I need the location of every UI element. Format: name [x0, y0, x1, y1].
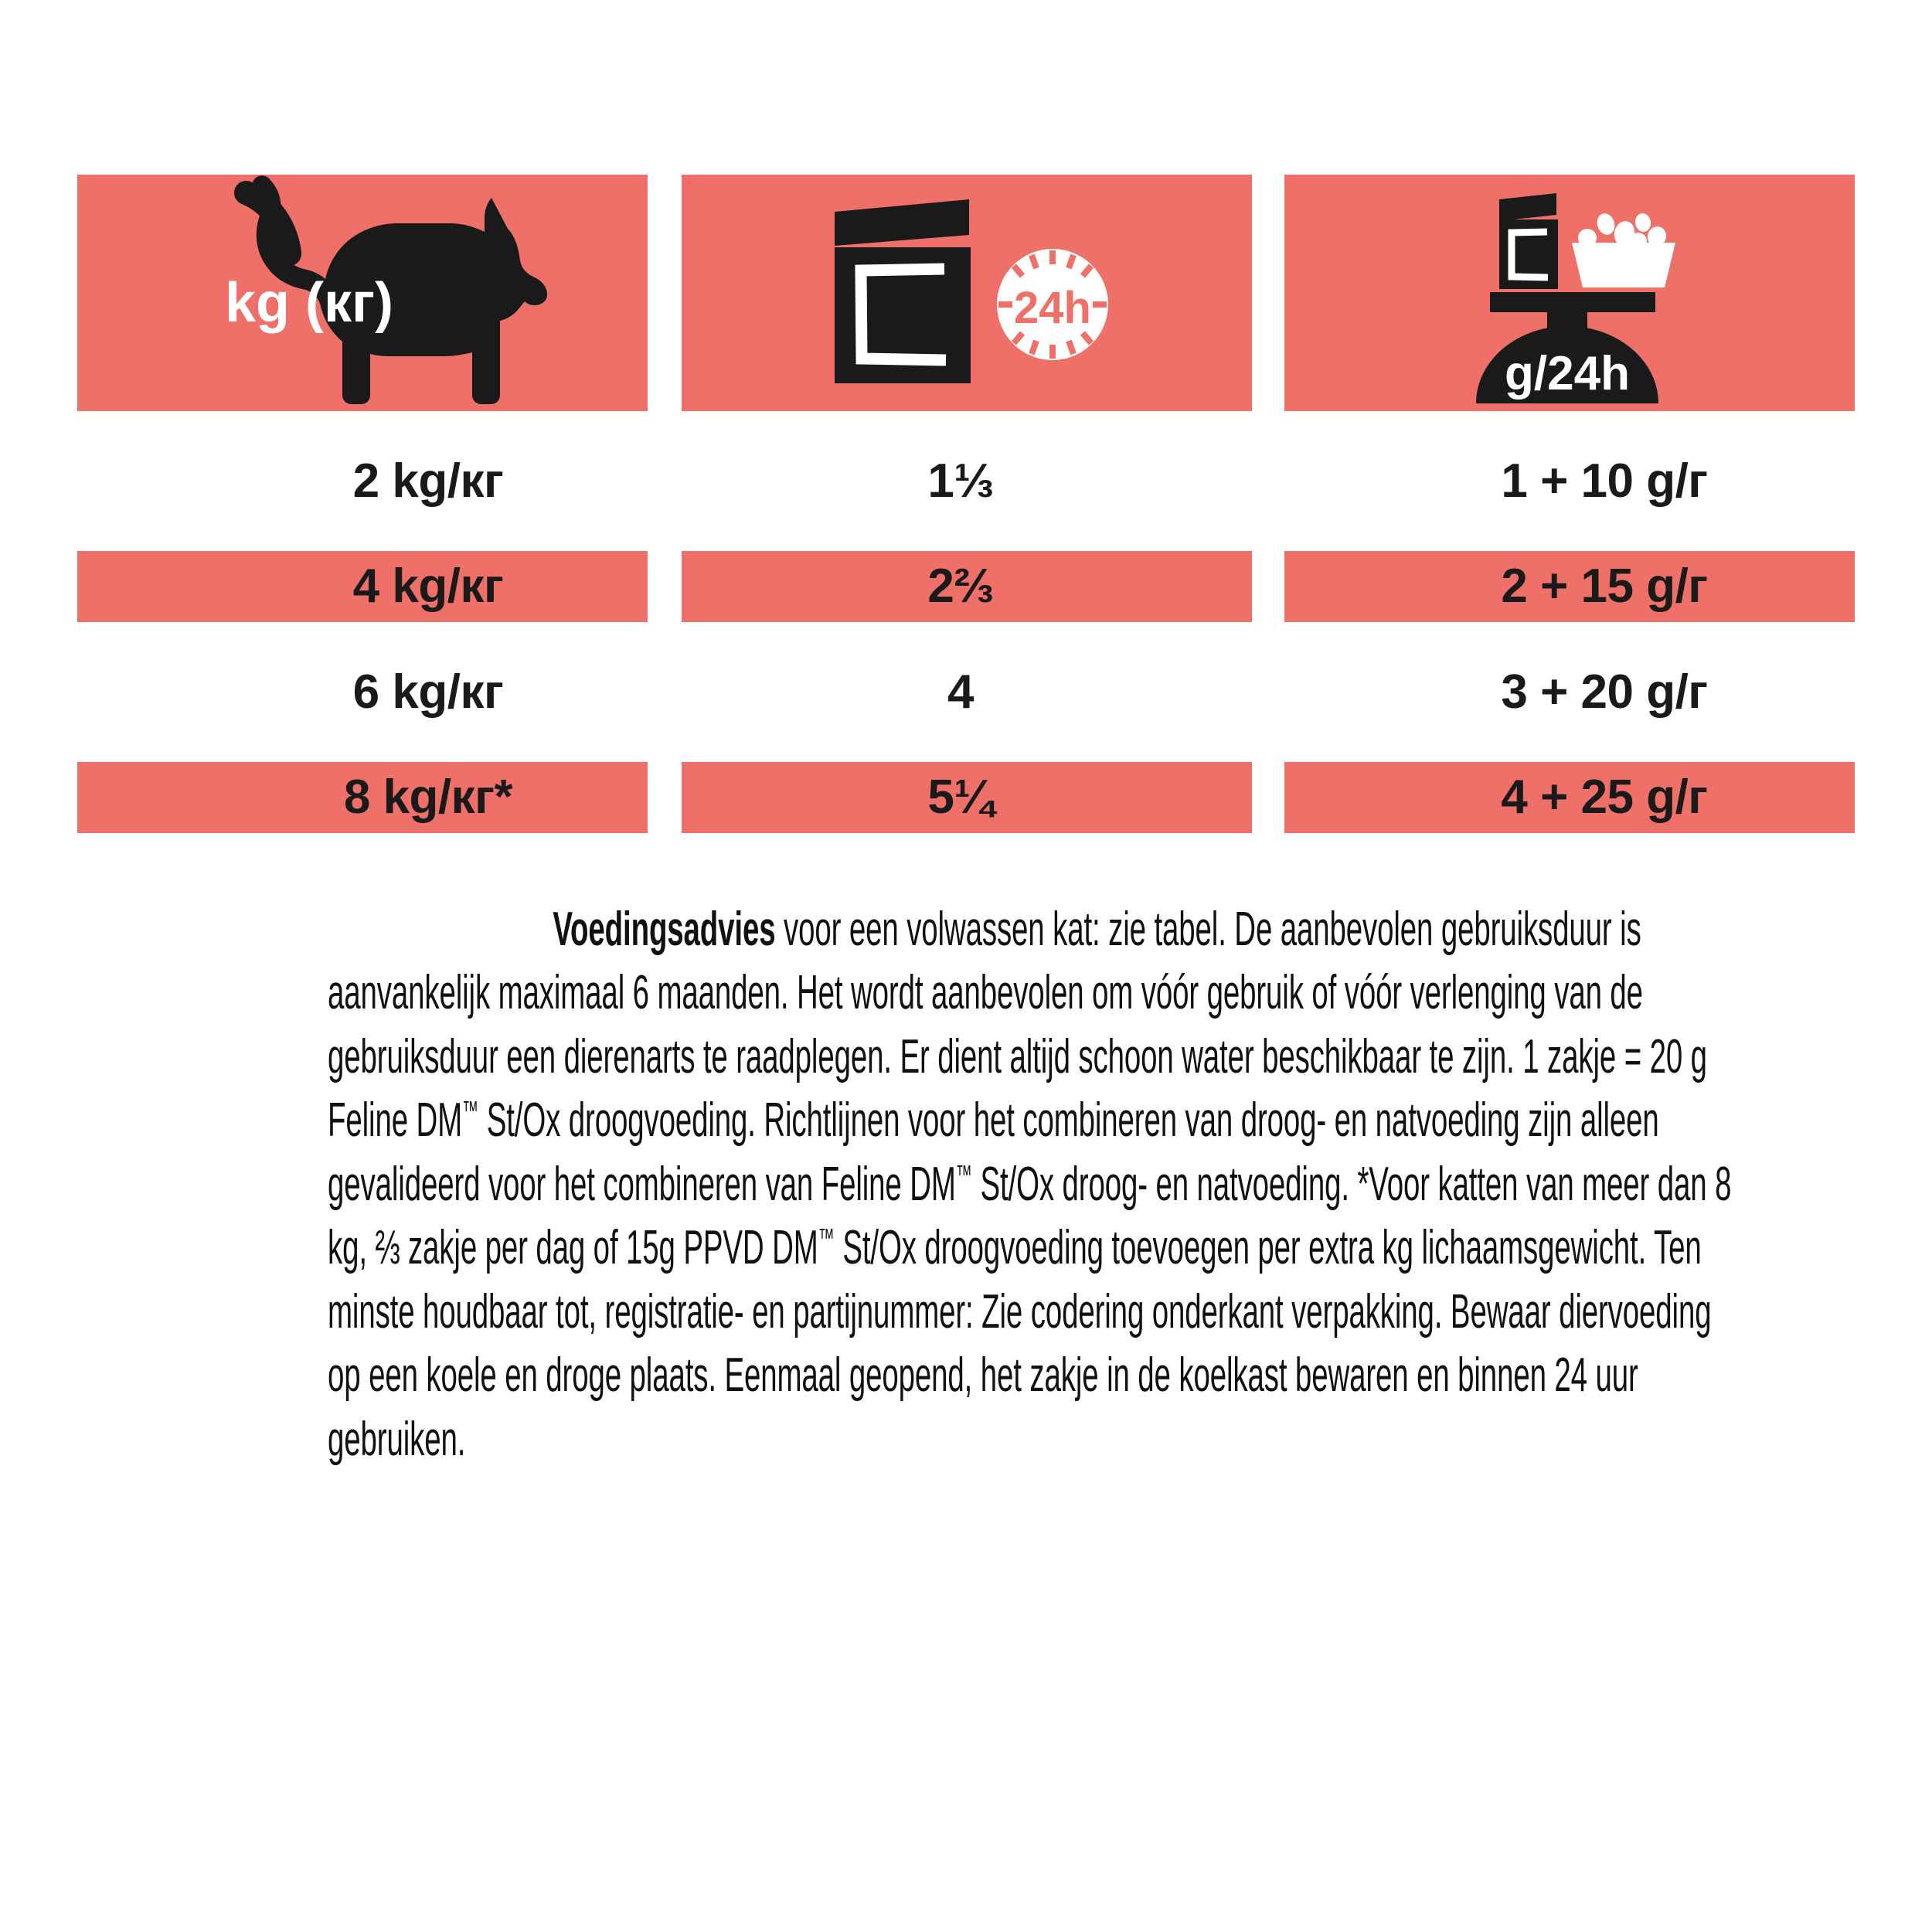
table-row	[77, 551, 1855, 622]
table-row	[77, 657, 1855, 728]
description-part-3: St/Ox droog- en natvoeding. *Voor katten van meer dan 8 kg, ⅔ zakje per dag of 15g PPVD DM	[328, 1157, 1732, 1275]
pouch-24h-icon-label: 24h	[1014, 283, 1091, 333]
pouch-24h-icon	[682, 175, 1252, 411]
cell-value-pouches-2: 2⅔	[927, 560, 994, 613]
cell-dry-food-3	[1284, 657, 1855, 728]
cell-pouches-3	[682, 657, 1252, 728]
cell-value-weight-2: 4 kg/кг	[352, 560, 504, 613]
scale-bowl-icon-label: g/24h	[1505, 347, 1630, 400]
cell-value-dry-food-4: 4 + 25 g/г	[1501, 770, 1708, 824]
header-cell-pouches	[682, 175, 1252, 411]
cell-weight-1	[77, 446, 648, 517]
cell-dry-food-2	[1284, 551, 1855, 622]
cell-pouches-1	[682, 446, 1252, 517]
cell-value-dry-food-3: 3 + 20 g/г	[1501, 665, 1708, 719]
trademark-symbol-3: ™	[818, 1223, 835, 1253]
cat-weight-icon	[77, 175, 648, 411]
description-part-4: St/Ox droogvoeding toevoegen per extra kg lichaamsgewicht. Ten minste houdbaar tot, registratie- en partijnummer: Zie codering onderkant verpakking. Bewaar diervoeding op een koele en droge plaats. Eenmaal geopend, het zakje in de koelkast bewaren en binnen 24 uur gebruiken.	[328, 1221, 1712, 1466]
cell-pouches-4	[682, 762, 1252, 833]
cell-value-weight-3: 6 kg/кг	[352, 665, 504, 719]
cell-weight-3	[77, 657, 648, 728]
cell-weight-2	[77, 551, 648, 622]
cell-value-weight-1: 2 kg/кг	[352, 454, 504, 508]
scale-bowl-icon	[1284, 175, 1855, 411]
cell-pouches-2	[682, 551, 1252, 622]
cell-value-dry-food-1: 1 + 10 g/г	[1501, 454, 1708, 508]
feeding-description	[328, 898, 1750, 1471]
cell-dry-food-1	[1284, 446, 1855, 517]
cell-value-dry-food-2: 2 + 15 g/г	[1501, 560, 1708, 613]
cell-dry-food-4	[1284, 762, 1855, 833]
table-header-row	[77, 175, 1855, 411]
description-heading: Voedingsadvies	[553, 903, 776, 956]
cell-value-pouches-3: 4	[947, 665, 974, 719]
description-part-1: voor een volwassen kat: zie tabel. De aanbevolen gebruiksduur is aanvankelijk maximaal 6 maanden. Het wordt aanbevolen om vóór gebruik of vóór verlenging van de gebruiksduur een dierenarts te raadplegen. Er dient altijd schoon water beschikbaar te zijn. 1 zakje = 20 g Feline DM	[328, 903, 1707, 1148]
table-row	[77, 762, 1855, 833]
trademark-symbol-2: ™	[955, 1160, 972, 1190]
cat-weight-icon-label: kg (кг)	[224, 272, 394, 334]
cell-weight-4	[77, 762, 648, 833]
table-row	[77, 446, 1855, 517]
cell-value-pouches-1: 1⅓	[927, 454, 994, 508]
feeding-guide-table	[77, 175, 1855, 833]
trademark-symbol-1: ™	[462, 1096, 479, 1126]
header-cell-weight	[77, 175, 648, 411]
cell-value-weight-4: 8 kg/кг*	[343, 770, 513, 824]
header-cell-dry-food	[1284, 175, 1855, 411]
cell-value-pouches-4: 5¼	[927, 770, 994, 824]
description-part-2: St/Ox droogvoeding. Richtlijnen voor het combineren van droog- en natvoeding zijn alleen gevalideerd voor het combineren van Feline DM	[328, 1094, 1659, 1211]
